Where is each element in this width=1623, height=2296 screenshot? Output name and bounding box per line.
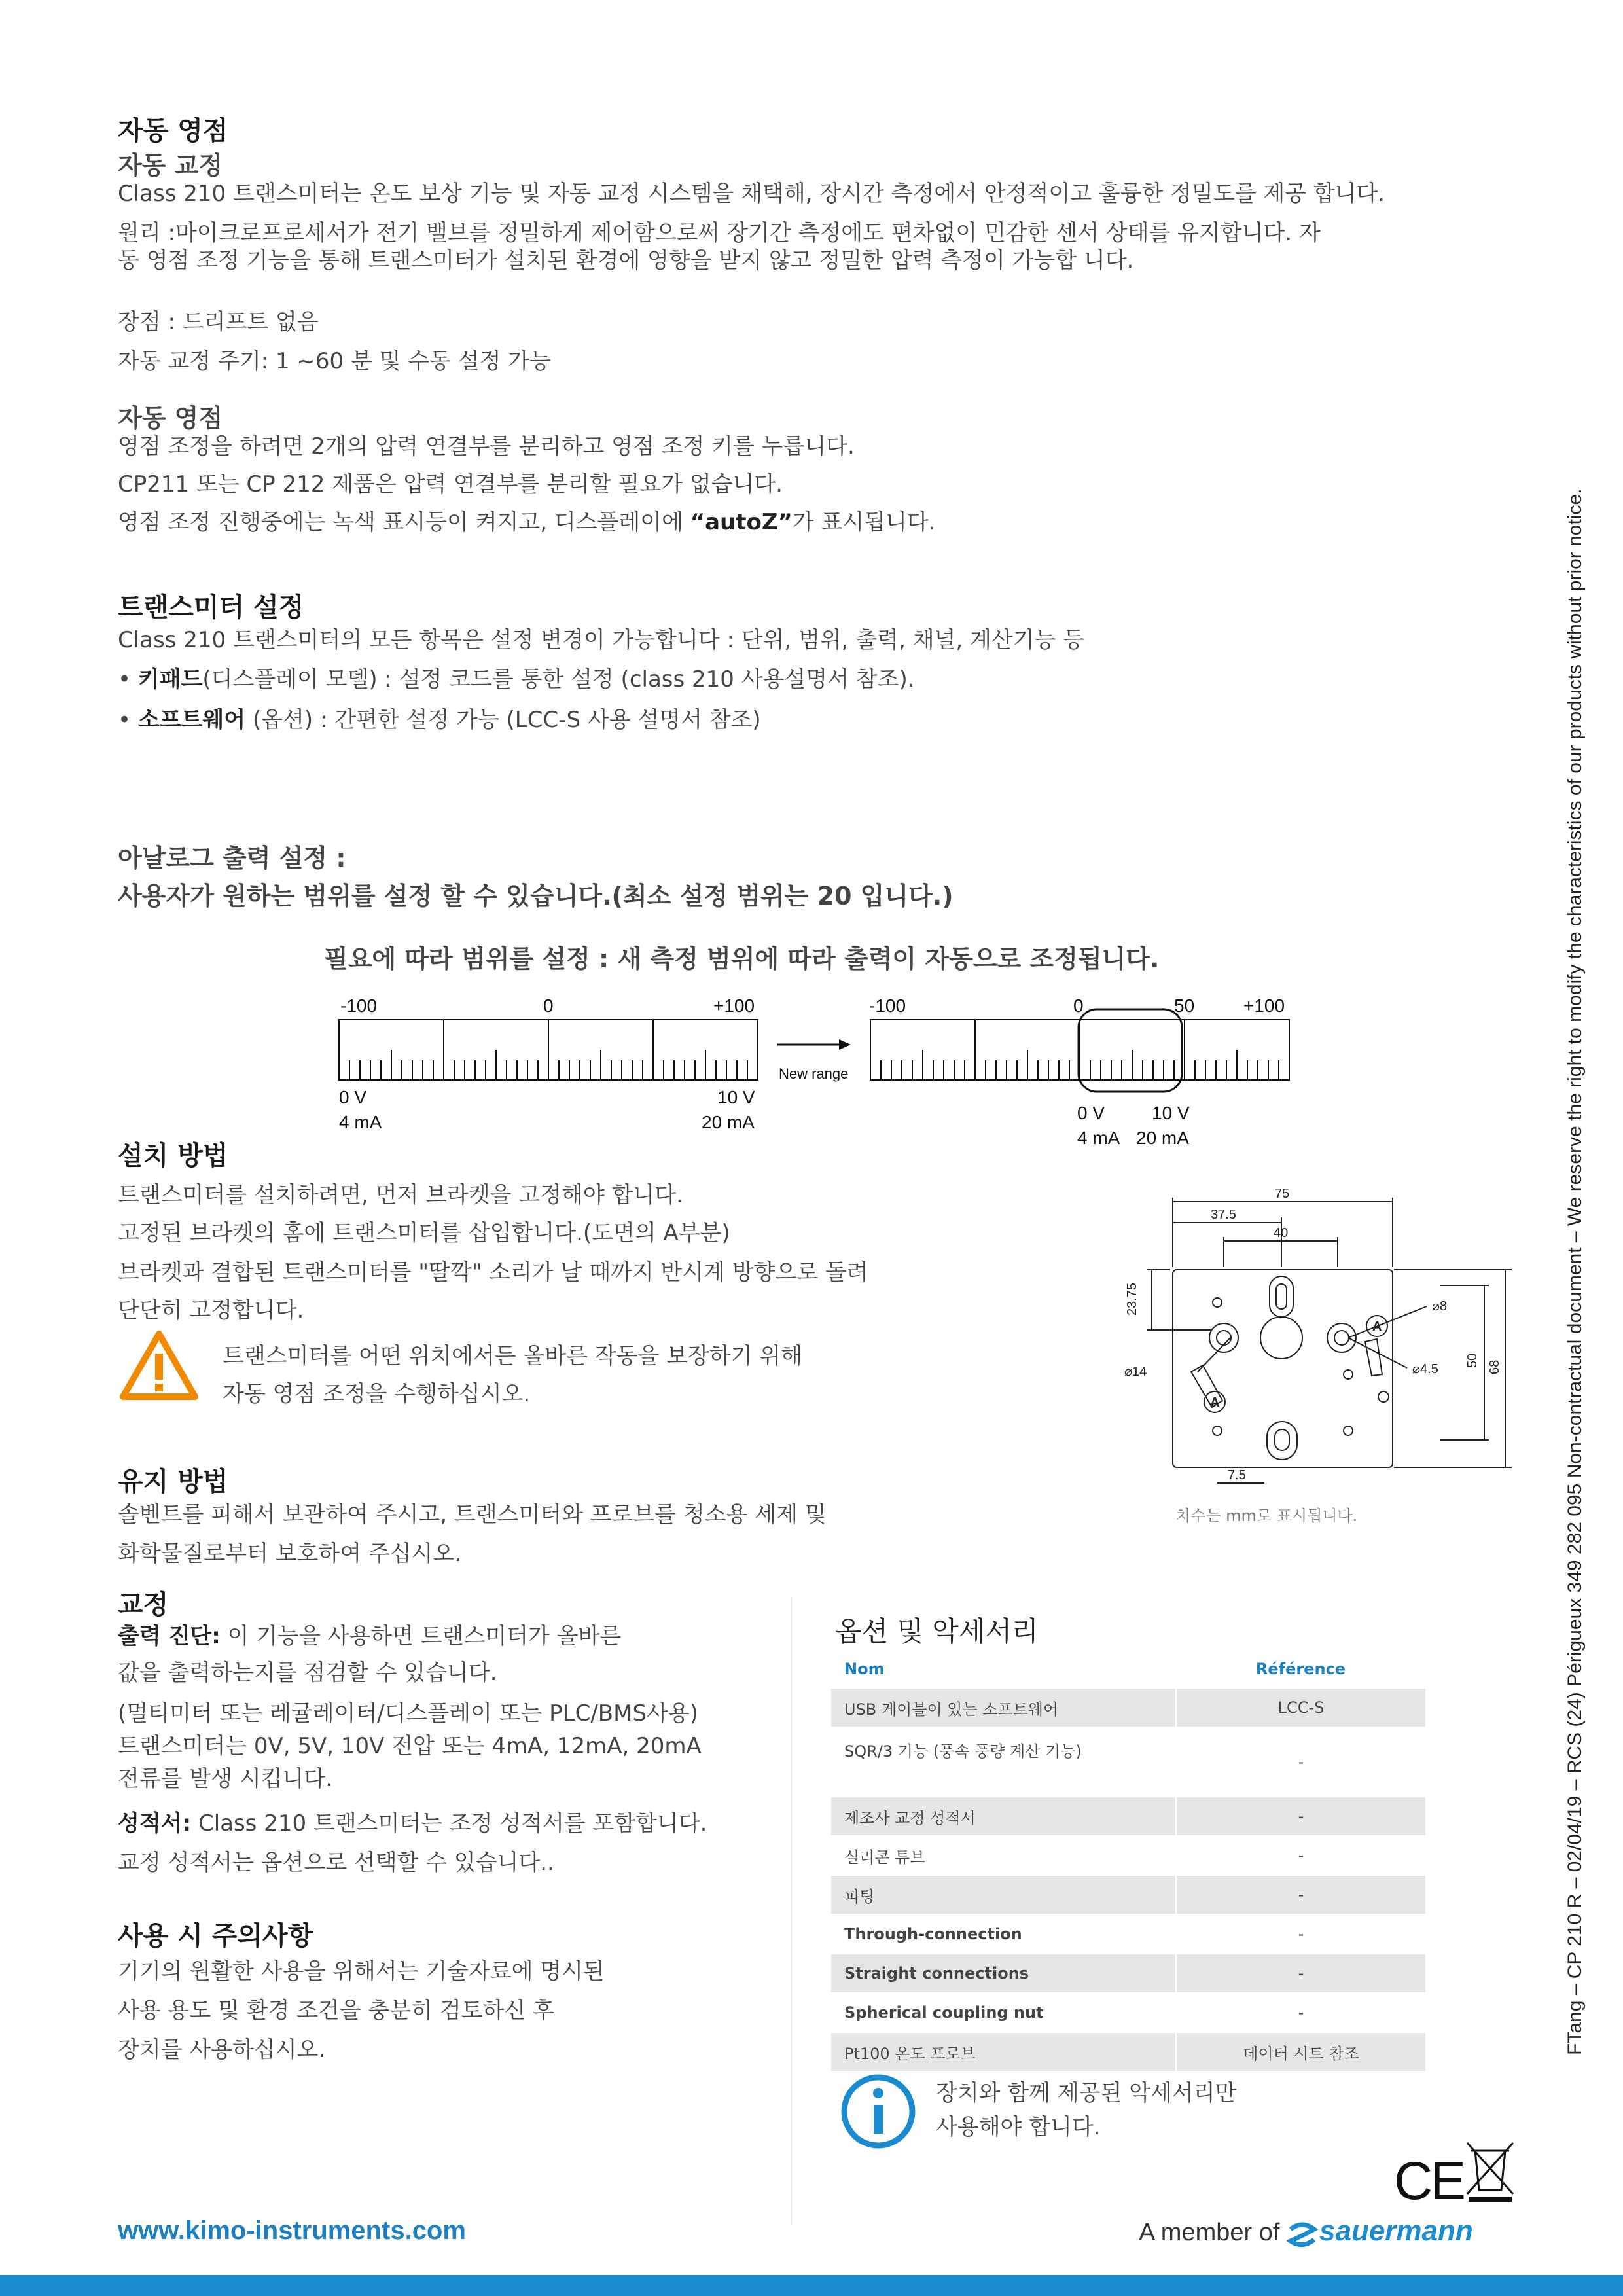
dim-40: 40 xyxy=(1274,1226,1289,1240)
scale2-right-label: +100 xyxy=(1243,996,1285,1016)
warning-text: 자동 영점 조정을 수행하십시오. xyxy=(223,1381,531,1407)
scale1-4ma: 4 mA xyxy=(339,1112,382,1132)
paragraph: 트랜스미터는 0V, 5V, 10V 전압 또는 4mA, 12mA, 20mA xyxy=(118,1733,702,1759)
info-icon xyxy=(839,2072,918,2151)
sauermann-logo-icon xyxy=(1287,2221,1318,2248)
dimension-drawing xyxy=(1113,1178,1531,1532)
bullet-item: • 소프트웨어 (옵션) : 간편한 설정 가능 (LCC-S 사용 설명서 참조) xyxy=(118,707,761,733)
scale1-10v: 10 V xyxy=(717,1087,755,1107)
member-of-label: A member of xyxy=(1139,2219,1280,2246)
footer-bar xyxy=(0,2275,1623,2296)
paragraph: 자동 교정 주기: 1 ~60 분 및 수동 설정 가능 xyxy=(118,348,551,374)
column-divider xyxy=(791,1597,792,2225)
table-row: 실리콘 튜브 - xyxy=(831,1836,1425,1875)
scale1-right-label: +100 xyxy=(713,996,755,1016)
paragraph: 단단히 고정합니다. xyxy=(118,1297,304,1323)
scale2-left-label: -100 xyxy=(869,996,906,1016)
website-link[interactable]: www.kimo-instruments.com xyxy=(118,2216,466,2245)
info-text: 장치와 함께 제공된 악세서리만 xyxy=(936,2080,1237,2106)
section-subtitle-auto-calibration: 자동 교정 xyxy=(118,151,223,180)
paragraph: 영점 조정 진행중에는 녹색 표시등이 켜지고, 디스플레이에 “autoZ”가 표시됩니다. xyxy=(118,509,936,535)
paragraph-bold: 사용자가 원하는 범위를 설정 할 수 있습니다.(최소 설정 범위는 20 입니다.) xyxy=(118,882,954,910)
paragraph: 출력 진단: 이 기능을 사용하면 트랜스미터가 올바른 xyxy=(118,1623,622,1649)
accessories-title: 옵션 및 악세서리 xyxy=(835,1615,1039,1647)
scale1-ticks xyxy=(349,1020,747,1080)
ce-mark: CE xyxy=(1394,2151,1463,2211)
section-title-calibration: 교정 xyxy=(118,1590,169,1620)
info-text: 사용해야 합니다. xyxy=(936,2114,1101,2140)
section-title-transmitter-settings: 트랜스미터 설정 xyxy=(118,592,304,622)
paragraph: 영점 조정을 하려면 2개의 압력 연결부를 분리하고 영점 조정 키를 누릅니다. xyxy=(118,433,855,459)
column-header-reference: Référence xyxy=(1255,1660,1346,1678)
section-title-auto-zero-2: 자동 영점 xyxy=(118,404,223,433)
scale1-0v: 0 V xyxy=(339,1087,367,1107)
paragraph: Class 210 트랜스미터는 온도 보상 기능 및 자동 교정 시스템을 채택해, 장시간 측정에서 안정적이고 훌륭한 정밀도를 제공 합니다. xyxy=(118,181,1385,207)
scale2-10v: 10 V xyxy=(1152,1103,1190,1123)
paragraph: 장치를 사용하십시오. xyxy=(118,2037,326,2063)
paragraph: 트랜스미터를 설치하려면, 먼저 브라켓을 고정해야 합니다. xyxy=(118,1182,683,1208)
table-row: Pt100 온도 프로브 데이터 시트 참조 xyxy=(831,2032,1425,2072)
dim-37-5: 37.5 xyxy=(1211,1208,1236,1222)
table-row: Spherical coupling nut - xyxy=(831,1993,1425,2032)
scale1-left-label: -100 xyxy=(340,996,378,1016)
drawing-caption: 치수는 mm로 표시됩니다. xyxy=(1175,1507,1358,1525)
section-title-analog-output: 아날로그 출력 설정 : xyxy=(118,844,346,872)
table-row: Straight connections - xyxy=(831,1954,1425,1993)
paragraph: 성적서: Class 210 트랜스미터는 조정 성적서를 포함합니다. xyxy=(118,1810,707,1837)
paragraph: 동 영점 조정 기능을 통해 트랜스미터가 설치된 환경에 영향을 받지 않고 정밀한 압력 측정이 가능합 니다. xyxy=(118,247,1134,274)
scale2-20ma: 20 mA xyxy=(1136,1128,1189,1148)
paragraph: CP211 또는 CP 212 제품은 압력 연결부를 분리할 필요가 없습니다. xyxy=(118,471,783,497)
sauermann-brand: sauermann xyxy=(1319,2215,1473,2247)
bullet-item: • 키패드(디스플레이 모델) : 설정 코드를 통한 설정 (class 210 사용설명서 참조). xyxy=(118,666,915,692)
scale2-ticks xyxy=(881,1020,1279,1080)
dim-diameter-8: ⌀8 xyxy=(1432,1299,1448,1314)
arrow-head xyxy=(839,1039,851,1050)
paragraph: 원리 :마이크로프로세서가 전기 밸브를 정밀하게 제어함으로써 장기간 측정에도 편차없이 민감한 센서 상태를 유지합니다. 자 xyxy=(118,220,1321,246)
accessories-table xyxy=(831,1649,1425,2072)
paragraph: 화학물질로부터 보호하여 주십시오. xyxy=(118,1541,462,1567)
paragraph: 사용 용도 및 환경 조건을 충분히 검토하신 후 xyxy=(118,1998,554,2024)
paragraph: (멀티미터 또는 레귤레이터/디스플레이 또는 PLC/BMS사용) xyxy=(118,1700,698,1727)
weee-bin-icon xyxy=(1463,2138,1517,2203)
scale2-50-label: 50 xyxy=(1174,996,1195,1016)
paragraph: 솔벤트를 피해서 보관하여 주시고, 트랜스미터와 프로브를 청소용 세제 및 xyxy=(118,1501,827,1528)
dim-diameter-4-5: ⌀4.5 xyxy=(1412,1362,1438,1376)
dim-7-5: 7.5 xyxy=(1228,1468,1246,1482)
table-row: 피팅 - xyxy=(831,1875,1425,1914)
table-row: SQR/3 기능 (풍속 풍량 계산 기능) - xyxy=(831,1727,1425,1797)
paragraph: 기기의 원활한 사용을 위해서는 기술자료에 명시된 xyxy=(118,1958,605,1984)
table-row: Through-connection - xyxy=(831,1914,1425,1954)
dim-75: 75 xyxy=(1275,1187,1290,1201)
diagram-title: 필요에 따라 범위를 설정 : 새 측정 범위에 따라 출력이 자동으로 조정됩니다. xyxy=(324,944,1160,973)
section-title-maintenance: 유지 방법 xyxy=(118,1467,228,1497)
paragraph: 고정된 브라켓의 홈에 트랜스미터를 삽입합니다.(도면의 A부분) xyxy=(118,1220,730,1246)
new-range-label: New range xyxy=(779,1066,849,1082)
side-legal-note: FTang – CP 210 R – 02/04/19 – RCS (24) Périgueux 349 282 095 Non-contractual document – We reserve the right to modify the characteristics of our products without prior notice. xyxy=(1564,488,1586,2055)
bracket-outline xyxy=(1173,1270,1393,1467)
scale1-20ma: 20 mA xyxy=(702,1112,755,1132)
paragraph: 브라켓과 결합된 트랜스미터를 "딸깍" 소리가 날 때까지 반시계 방향으로 돌려 xyxy=(118,1259,868,1285)
section-title-auto-zero: 자동 영점 xyxy=(118,116,228,146)
dim-68: 68 xyxy=(1488,1359,1502,1374)
dim-50: 50 xyxy=(1465,1353,1480,1368)
scale2-mid-label: 0 xyxy=(1073,996,1084,1016)
paragraph: Class 210 트랜스미터의 모든 항목은 설정 변경이 가능합니다 : 단위, 범위, 출력, 채널, 계산기능 등 xyxy=(118,627,1085,653)
table-row: 제조사 교정 성적서 - xyxy=(831,1797,1425,1836)
paragraph: 전류를 발생 시킵니다. xyxy=(118,1766,333,1792)
warning-text: 트랜스미터를 어떤 위치에서든 올바른 작동을 보장하기 위해 xyxy=(223,1343,802,1369)
range-diagram xyxy=(327,982,1309,1158)
column-header-name: Nom xyxy=(844,1660,885,1678)
paragraph: 장점 : 드리프트 없음 xyxy=(118,309,319,335)
paragraph: 교정 성적서는 옵션으로 선택할 수 있습니다.. xyxy=(118,1850,554,1876)
section-title-installation: 설치 방법 xyxy=(118,1141,228,1171)
dim-23-75: 23.75 xyxy=(1125,1282,1139,1316)
scale2-0v: 0 V xyxy=(1077,1103,1105,1123)
section-title-precautions: 사용 시 주의사항 xyxy=(118,1921,313,1951)
scale2-4ma: 4 mA xyxy=(1077,1128,1120,1148)
dim-diameter-14: ⌀14 xyxy=(1124,1365,1147,1379)
mark-a: A xyxy=(1210,1395,1220,1410)
paragraph: 값을 출력하는지를 점검할 수 있습니다. xyxy=(118,1660,497,1686)
table-row: USB 케이블이 있는 소프트웨어 LCC-S xyxy=(831,1689,1425,1727)
scale1-mid-label: 0 xyxy=(543,996,554,1016)
mark-a: A xyxy=(1372,1319,1382,1334)
warning-icon xyxy=(118,1329,200,1402)
